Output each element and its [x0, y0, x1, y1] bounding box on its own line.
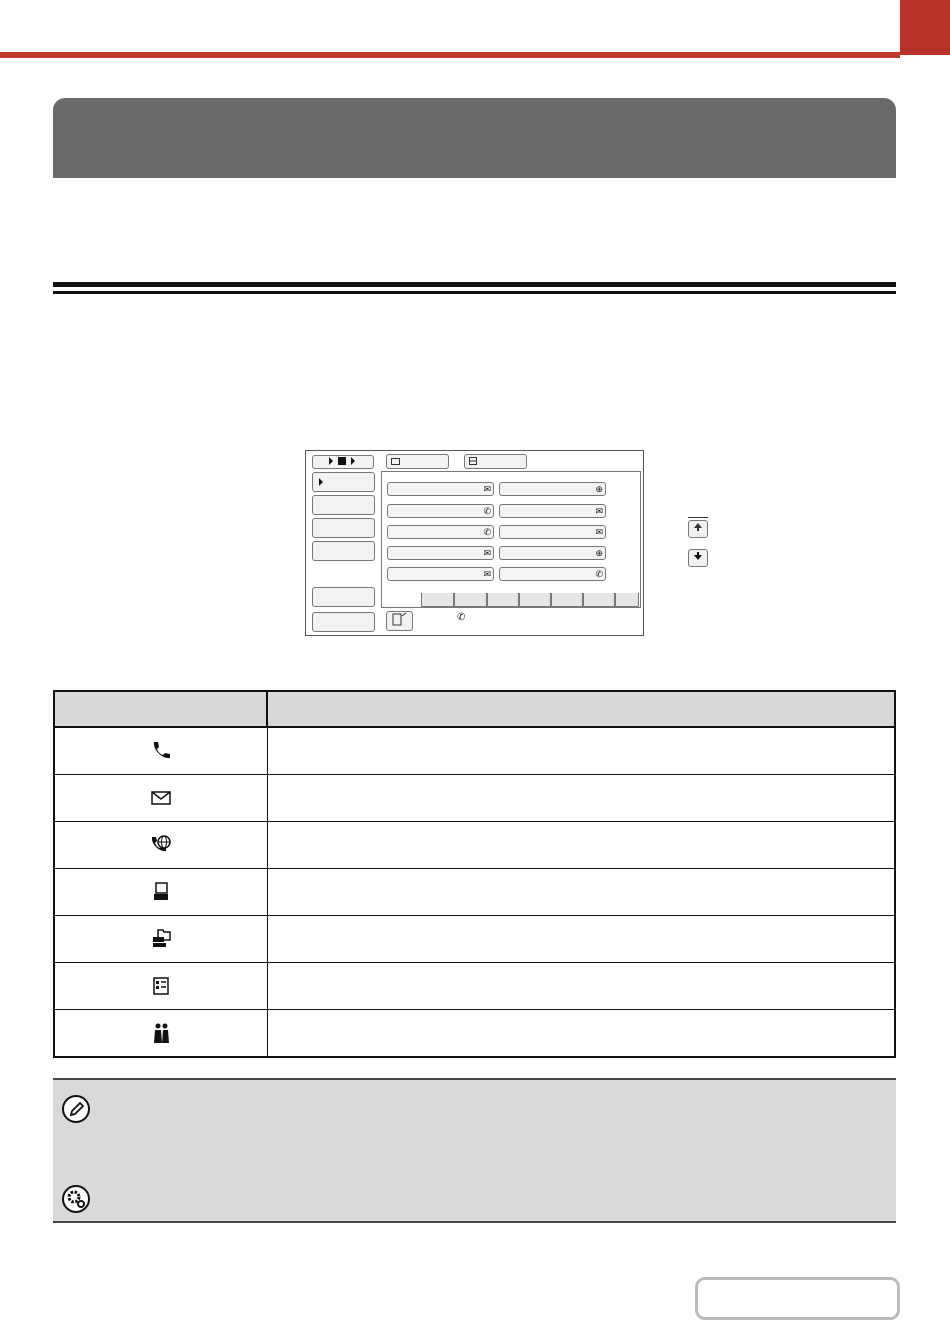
- table-header-icon: [54, 691, 267, 727]
- fax-icon: ✆: [483, 506, 491, 516]
- row-description: [267, 822, 895, 869]
- index-tab[interactable]: [421, 593, 454, 607]
- contents-button[interactable]: [695, 1277, 900, 1320]
- address-entry[interactable]: [387, 525, 494, 539]
- tab-fax[interactable]: [464, 454, 527, 469]
- index-tab[interactable]: [615, 593, 639, 607]
- pencil-note-icon: [61, 1094, 91, 1124]
- index-tab[interactable]: [487, 593, 519, 607]
- side-button-5[interactable]: [312, 587, 375, 607]
- side-button-1[interactable]: [312, 472, 375, 492]
- fax-icon: ✆: [483, 527, 491, 537]
- section-rule-top: [53, 282, 896, 287]
- section-rule-bottom: [53, 291, 896, 294]
- row-description: [267, 775, 895, 822]
- row-description: [267, 1010, 895, 1058]
- address-list: [381, 471, 641, 608]
- fax-small-icon: [469, 457, 479, 466]
- scroll-down-button[interactable]: [688, 549, 708, 567]
- index-tab[interactable]: [454, 593, 487, 607]
- table-row: [54, 775, 895, 822]
- side-button-4[interactable]: [312, 541, 375, 561]
- chapter-tab: [900, 0, 950, 55]
- email-icon: ✉: [483, 548, 491, 558]
- email-icon: ✉: [483, 484, 491, 494]
- address-entry[interactable]: [499, 504, 606, 518]
- address-entry[interactable]: [499, 525, 606, 539]
- top-accent-bar: [0, 52, 900, 58]
- group-icon: [149, 1021, 173, 1045]
- address-book-screen: [305, 450, 644, 636]
- side-button-2[interactable]: [312, 495, 375, 515]
- index-tab[interactable]: [551, 593, 583, 607]
- fax-status-icon: ✆: [457, 612, 466, 623]
- email-icon: [149, 786, 173, 810]
- row-description: [267, 727, 895, 775]
- address-entry[interactable]: [387, 546, 494, 560]
- table-row: [54, 822, 895, 869]
- row-description: [267, 963, 895, 1010]
- email-icon: ✉: [595, 527, 603, 537]
- note-box: [53, 1078, 896, 1174]
- internet-fax-icon: ⊕: [595, 548, 603, 558]
- table-row: [54, 1010, 895, 1058]
- internet-fax-icon: ⊕: [595, 484, 603, 494]
- mail-small-icon: [391, 458, 401, 466]
- row-description: [267, 916, 895, 963]
- index-tab[interactable]: [519, 593, 551, 607]
- address-entry[interactable]: [387, 482, 494, 496]
- table-row: [54, 916, 895, 963]
- table-header-description: [267, 691, 895, 727]
- page-header: [53, 98, 896, 178]
- navigation-buttons[interactable]: [312, 455, 374, 469]
- table-row: [54, 727, 895, 775]
- email-icon: ✉: [483, 569, 491, 579]
- network-folder-icon: [149, 927, 173, 951]
- address-entry[interactable]: [387, 504, 494, 518]
- ftp-desktop-icon: [149, 880, 173, 904]
- global-search-button[interactable]: [386, 611, 413, 631]
- row-description: [267, 869, 895, 916]
- index-tab[interactable]: [583, 593, 615, 607]
- fax-icon: ✆: [595, 569, 603, 579]
- arrow-down-icon: [693, 551, 703, 561]
- address-entry[interactable]: [499, 546, 606, 560]
- nav-arrows-icon: [323, 456, 363, 466]
- side-button-3[interactable]: [312, 518, 375, 538]
- email-icon: ✉: [595, 506, 603, 516]
- scroll-up-button[interactable]: [688, 520, 708, 538]
- page-indicator: [688, 517, 708, 518]
- address-entry[interactable]: [499, 567, 606, 581]
- table-row: [54, 869, 895, 916]
- table-row: [54, 963, 895, 1010]
- fax-icon: [149, 739, 173, 763]
- address-book-icon: [149, 974, 173, 998]
- system-settings-icon: [61, 1184, 91, 1214]
- settings-note-box: [53, 1172, 896, 1223]
- address-lookup-icon: [392, 612, 408, 626]
- play-arrow-icon: [318, 477, 326, 487]
- tab-email[interactable]: [386, 454, 449, 469]
- arrow-up-icon: [693, 522, 703, 532]
- icon-table: [53, 690, 896, 1058]
- address-entry[interactable]: [499, 482, 606, 496]
- side-button-6[interactable]: [312, 612, 375, 632]
- internet-fax-icon: [149, 833, 173, 857]
- address-entry[interactable]: [387, 567, 494, 581]
